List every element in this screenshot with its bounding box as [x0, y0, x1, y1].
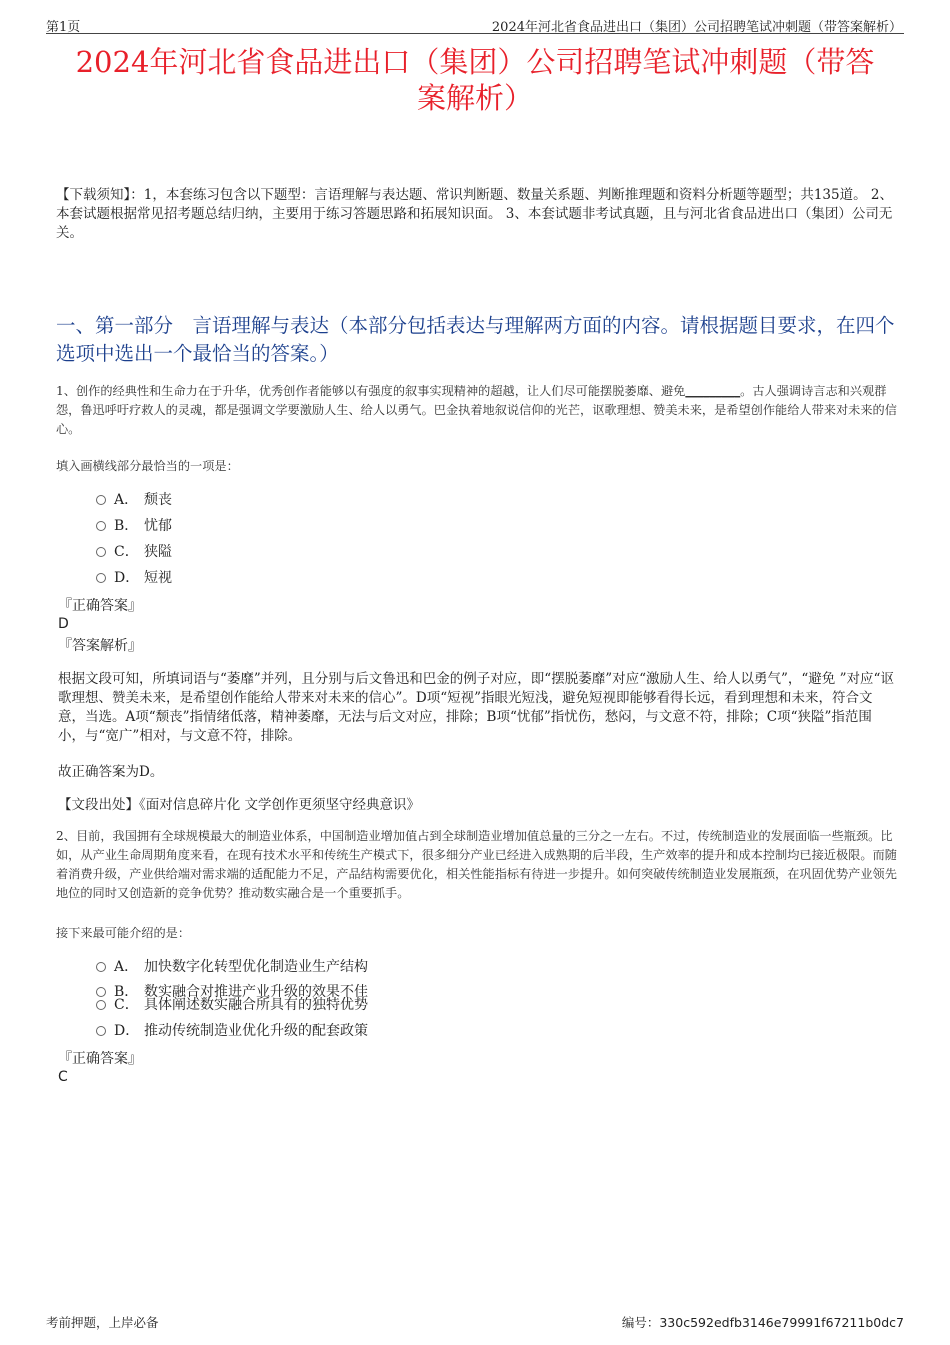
option-text: 忧郁	[144, 518, 172, 534]
option-text: 数实融合对推进产业升级的效果不佳	[144, 984, 368, 1000]
option-text: 狭隘	[144, 544, 172, 560]
radio-icon[interactable]	[96, 495, 106, 505]
question-1-prompt: 填入画横线部分最恰当的一项是：	[56, 459, 239, 473]
option-text: 加快数字化转型优化制造业生产结构	[144, 959, 368, 975]
option-label: C．	[114, 544, 139, 560]
section-heading: 一、第一部分 言语理解与表达（本部分包括表达与理解两方面的内容。请根据题目要求，在四个选项中选出一个最恰当的答案。）	[56, 314, 895, 365]
question-2-prompt: 接下来最可能介绍的是：	[56, 926, 191, 940]
question-2-text: 2、目前，我国拥有全球规模最大的制造业体系，中国制造业增加值占到全球制造业增加值总量的三分之一左右。不过，传统制造业的发展面临一些瓶颈。比如，从产业生命周期角度来看，在现有技术水平和传统生产模式下，很多细分产业已经进入成熟期的后半段，生产效率的提升和成本控制均已接近极限。而随着消费升级，产业供给端对需求端的适配能力不足，产品结构需要优化，相关性能指标有待进一步提升。如何突破传统制造业发展瓶颈，在巩固优势产业领先地位的同时又创造新的竞争优势？推动数实融合是一个重要抓手。	[56, 829, 897, 900]
option-text: 短视	[144, 570, 172, 586]
option-text: 具体阐述数实融合所具有的独特优势	[144, 997, 368, 1013]
page-title-line2: 案解析）	[416, 81, 533, 115]
page-title-line1: 2024年河北省食品进出口（集团）公司招聘笔试冲刺题（带答	[75, 45, 875, 79]
question-1-blank: _________	[685, 384, 741, 398]
q2-option-d[interactable]	[96, 1022, 368, 1040]
q1-option-d[interactable]	[96, 569, 172, 587]
page-title	[40, 44, 910, 116]
question-1-text-after: 。古人强调诗言志和兴观群怨，鲁迅呼吁疗救人的灵魂，都是强调文学要激励人生、给人以勇气。巴金执着地叙说信仰的光芒，讴歌理想、赞美未来，是希望创作能给人带来对未来的信心。	[56, 384, 897, 436]
footer-code-value: 330c592edfb3146e79991f67211b0dc7	[659, 1315, 904, 1330]
footer-slogan: 考前押题，上岸必备	[46, 1315, 159, 1330]
header-divider	[46, 33, 904, 34]
option-text: 颓丧	[144, 492, 172, 508]
q2-answer-label: 『正确答案』	[58, 1051, 142, 1067]
header-doc-title: 2024年河北省食品进出口（集团）公司招聘笔试冲刺题（带答案解析）	[491, 20, 902, 35]
q2-option-c[interactable]	[96, 996, 368, 1014]
q1-analysis-label: 『答案解析』	[58, 638, 142, 654]
q2-answer: C	[58, 1069, 68, 1085]
q1-source: 【文段出处】《面对信息碎片化 文学创作更须坚守经典意识》	[58, 797, 421, 813]
q1-answer: D	[58, 616, 69, 632]
footer-code-label: 编号：	[621, 1315, 660, 1330]
option-label: D．	[114, 570, 140, 586]
q1-option-a[interactable]	[96, 491, 172, 509]
radio-icon[interactable]	[96, 962, 106, 972]
q1-answer-label: 『正确答案』	[58, 598, 142, 614]
radio-icon[interactable]	[96, 547, 106, 557]
q1-analysis: 根据文段可知，所填词语与“萎靡”并列，且分别与后文鲁迅和巴金的例子对应，即“摆脱萎靡”对应“激励人生、给人以勇气”，“避免 ”对应“讴歌理想、赞美未来，是希望创作能给人带来对未来的信心”。D项“短视”指眼光短浅，避免短视即能够看得长远，看到理想和未来，符合文意，当选。A项“颓丧”指情绪低落，精神萎靡，无法与后文对应，排除；B项“忧郁”指忧伤，愁闷，与文意不符，排除；C项“狭隘”指范围小，与“宽广”相对，与文意不符，排除。	[58, 671, 894, 744]
radio-icon[interactable]	[96, 1026, 106, 1036]
option-label: B．	[114, 984, 139, 1000]
q1-option-b[interactable]	[96, 517, 172, 535]
option-label: A．	[114, 959, 139, 975]
q2-option-a[interactable]	[96, 958, 368, 976]
q1-conclusion: 故正确答案为D。	[58, 764, 164, 780]
download-notice: 【下载须知】：1，本套练习包含以下题型：言语理解与表达题、常识判断题、数量关系题、判断推理题和资料分析题等题型；共135道。 2、本套试题根据常见招考题总结归纳，主要用于练习答题思路和拓展知识面。 3、本套试题非考试真题，且与河北省食品进出口（集团）公司无关。	[56, 187, 893, 241]
option-label: A．	[114, 492, 139, 508]
radio-icon[interactable]	[96, 1000, 106, 1010]
option-text: 推动传统制造业优化升级的配套政策	[144, 1023, 368, 1039]
footer-code	[622, 1313, 904, 1331]
question-1-text	[56, 382, 898, 439]
q1-option-c[interactable]	[96, 543, 172, 561]
page-number: 第1页	[46, 20, 81, 35]
option-label: D．	[114, 1023, 140, 1039]
radio-icon[interactable]	[96, 521, 106, 531]
option-label: C．	[114, 997, 139, 1013]
option-label: B．	[114, 518, 139, 534]
radio-icon[interactable]	[96, 573, 106, 583]
question-1-text-before: 1、创作的经典性和生命力在于升华，优秀创作者能够以有强度的叙事实现精神的超越，让人们尽可能摆脱萎靡、避免	[56, 384, 686, 398]
